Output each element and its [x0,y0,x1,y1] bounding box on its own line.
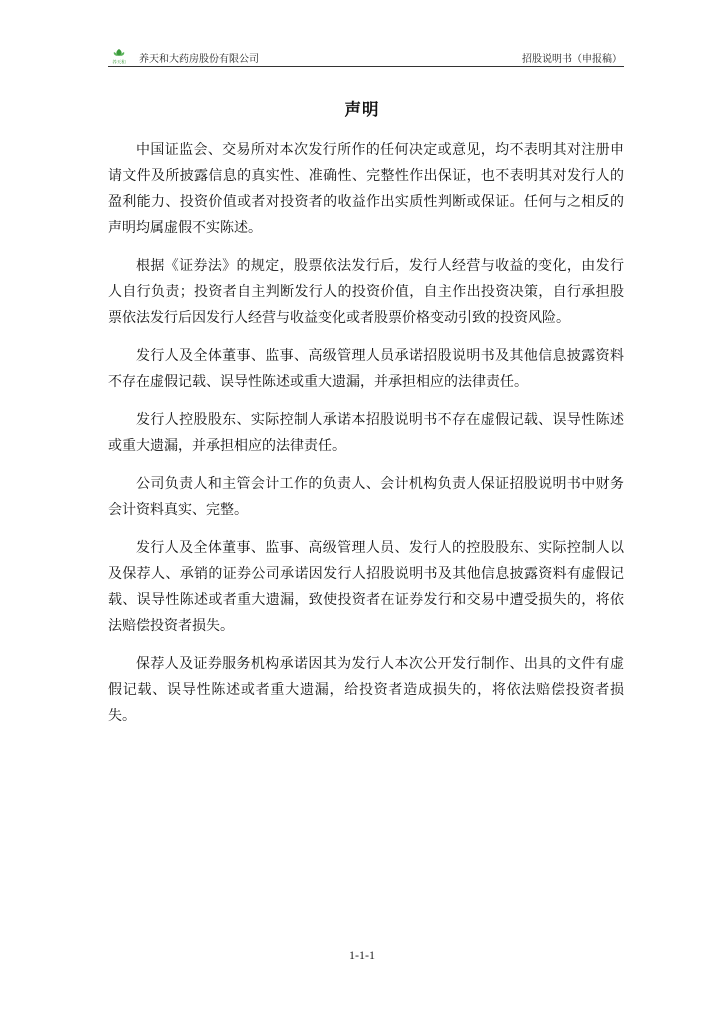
header-divider [108,66,624,67]
paragraph: 公司负责人和主管会计工作的负责人、会计机构负责人保证招股说明书中财务会计资料真实、完整。 [108,476,624,518]
paragraph: 发行人及全体董事、监事、高级管理人员、发行人的控股股东、实际控制人以及保荐人、承销的证券公司承诺因发行人招股说明书及其他信息披露资料有虚假记载、误导性陈述或者重大遗漏，致使投资者在证券发行和交易中遭受损失的，将依法赔偿投资者损失。 [108,540,624,634]
page-header [108,47,624,67]
paragraph: 发行人控股股东、实际控制人承诺本招股说明书不存在虚假记载、误导性陈述或重大遗漏，并承担相应的法律责任。 [108,412,624,454]
document-type: 招股说明书（申报稿） [522,54,622,65]
paragraph: 发行人及全体董事、监事、高级管理人员承诺招股说明书及其他信息披露资料不存在虚假记载、误导性陈述或重大遗漏，并承担相应的法律责任。 [108,348,624,390]
paragraph: 保荐人及证券服务机构承诺因其为发行人本次公开发行制作、出具的文件有虚假记载、误导性陈述或者重大遗漏，给投资者造成损失的，将依法赔偿投资者损失。 [108,656,624,724]
page-number: 1-1-1 [349,948,375,962]
logo-text: 养天和 [112,60,126,65]
company-logo-icon [108,47,130,65]
paragraph: 中国证监会、交易所对本次发行所作的任何决定或意见，均不表明其对注册申请文件及所披露信息的真实性、准确性、完整性作出保证，也不表明其对发行人的盈利能力、投资价值或者对投资者的收益作出实质性判断或保证。任何与之相反的声明均属虚假不实陈述。 [108,142,624,236]
company-name: 养天和大药房股份有限公司 [139,54,259,65]
page-title: 声明 [344,100,380,119]
declaration-body [108,137,624,741]
paragraph: 根据《证券法》的规定，股票依法发行后，发行人经营与收益的变化，由发行人自行负责；投资者自主判断发行人的投资价值，自主作出投资决策，自行承担股票依法发行后因发行人经营与收益变化或者股票价格变动引致的投资风险。 [108,258,624,326]
